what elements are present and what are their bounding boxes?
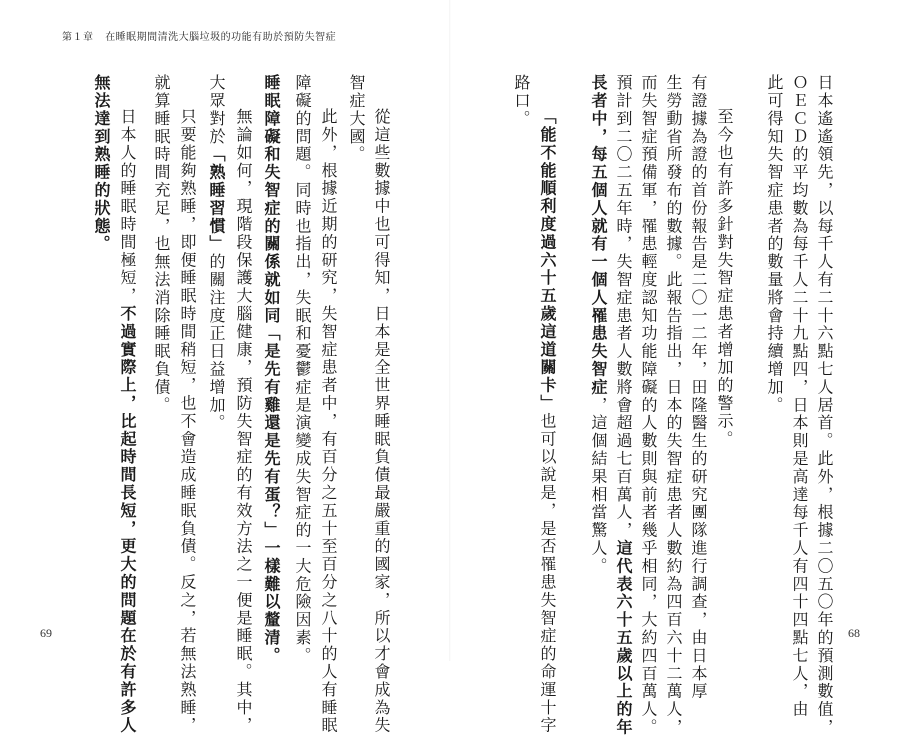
- chapter-title: 在睡眠期間清洗大腦垃圾的功能有助於預防失智症: [105, 32, 337, 43]
- left-page-column-9: 就算睡眠時間充足，也無法消除睡眠負債。: [152, 74, 171, 415]
- right-page-column-6: 生勞動省所發布的數據。此報告指出，日本的失智症患者人數約為四百六十二萬人，: [664, 74, 683, 736]
- right-page-column-5: 有證據為證的首份報告是二〇一二年，田隆醫生的研究團隊進行調查，由日本厚: [689, 74, 708, 701]
- left-page-column-2: 智症大國。: [347, 74, 366, 164]
- right-page-column-7: 而失智症預備軍，罹患輕度認知功能障礙的人數則與前者幾乎相同，大約四百萬人。: [639, 74, 658, 736]
- right-page-column-1: 日本遙遙領先，以每千人有二十六點七人居首。此外，根據二〇五〇年的預測數值，: [815, 74, 834, 736]
- right-page-column-8: 預計到二〇二五年時，失智症患者人數將會超過七百萬人，這代表六十五歲以上的年: [614, 74, 633, 736]
- right-page-column-3: 此可得知失智症患者的數量將會持續增加。: [765, 74, 784, 415]
- left-page-column-5: 睡眠障礙和失智症的關係就如同「是先有雞還是先有蛋？」一樣難以釐清。: [262, 74, 281, 665]
- page-number-right: 68: [848, 626, 860, 640]
- left-page-column-7: 大眾對於「熟睡習慣」的關注度正日益增加。: [207, 74, 226, 433]
- right-page-column-4: 至今也有許多針對失智症患者增加的警示。: [715, 108, 734, 449]
- left-page-column-6: 無論如何，現階段保護大腦健康，預防失智症的有效方法之一便是睡眠。其中，: [234, 108, 253, 735]
- left-page-column-11: 無法達到熟睡的狀態。: [92, 74, 111, 253]
- running-header: [62, 28, 336, 43]
- right-page-column-9: 長者中，每五個人就有一個人罹患失智症，這個結果相當驚人。: [589, 74, 608, 576]
- left-page-column-4: 障礙的問題。同時也指出，失眠和憂鬱症是演變成失智症的一大危險因素。: [293, 74, 312, 665]
- left-page-column-10: 日本人的睡眠時間極短，不過實際上，比起時間長短，更大的問題在於有許多人: [118, 108, 137, 735]
- left-page-column-3: 此外，根據近期的研究，失智症患者中，有百分之五十至百分之八十的人有睡眠: [319, 108, 338, 735]
- chapter-label: 第１章: [62, 32, 94, 43]
- book-spine: [449, 0, 451, 661]
- right-page-column-10: 「能不能順利度過六十五歲這道關卡」也可以說是，是否罹患失智症的命運十字: [538, 108, 557, 735]
- right-page-column-2: ＯＥＣＤ的平均數為每千人二十九點四，日本則是高達每千人有四十四點七人，由: [790, 74, 809, 719]
- left-page-column-1: 從這些數據中也可得知，日本是全世界睡眠負債最嚴重的國家，所以才會成為失: [372, 108, 391, 735]
- left-page-column-8: 只要能夠熟睡，即便睡眠時間稍短，也不會造成睡眠負債。反之，若無法熟睡，: [178, 108, 197, 735]
- right-page-column-11: 路口。: [512, 74, 531, 128]
- page-number-left: 69: [40, 626, 52, 640]
